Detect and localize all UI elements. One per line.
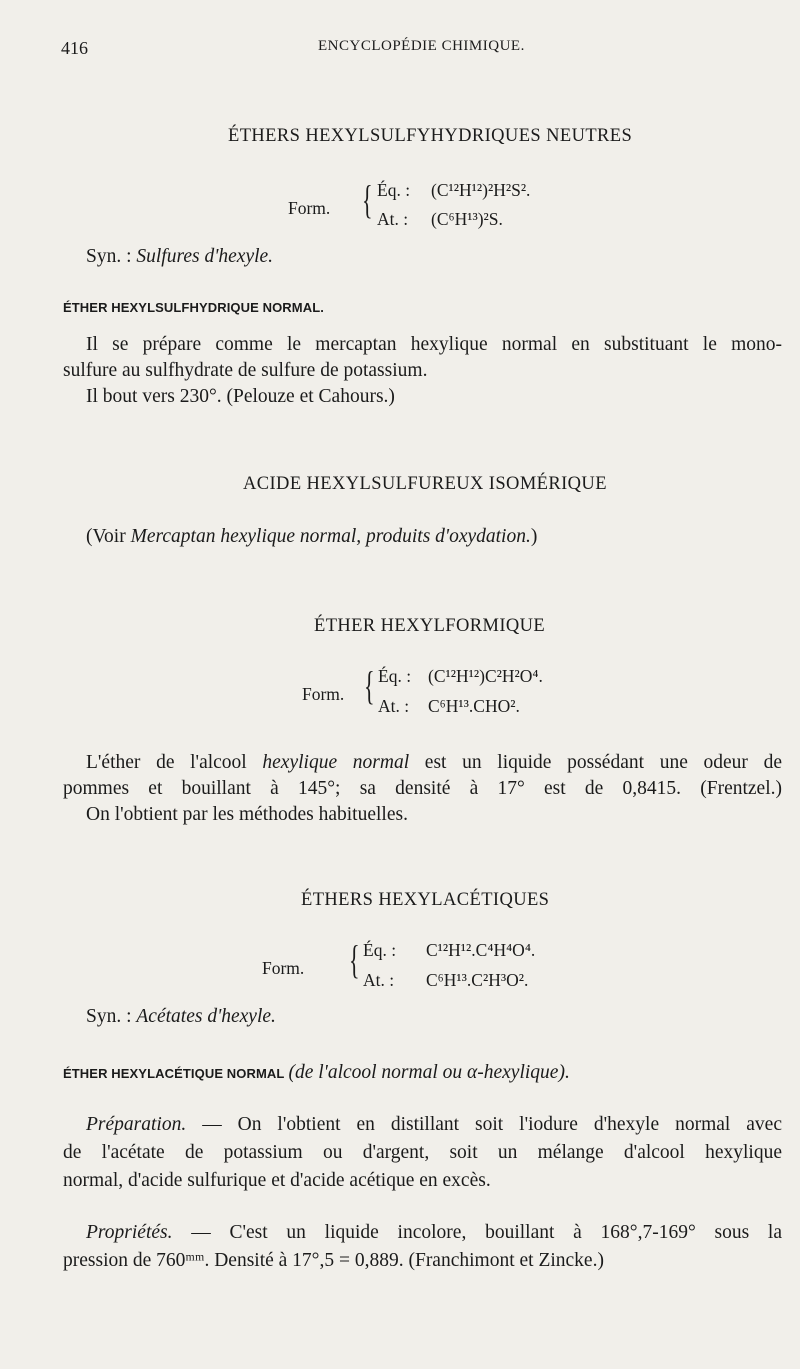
at-label: At. : — [377, 209, 409, 229]
at-formula: C⁶H¹³.C²H³O². — [426, 970, 529, 990]
page-number: 416 — [61, 38, 88, 58]
at-formula: (C⁶H¹³)²S. — [431, 209, 503, 229]
at-formula: C⁶H¹³.CHO². — [428, 696, 520, 716]
subheading-normal-sulfhydric: ÉTHER HEXYLSULFHYDRIQUE NORMAL. — [63, 300, 324, 315]
section-title-acetic: ÉTHERS HEXYLACÉTIQUES — [301, 890, 550, 910]
synonym-value: Sulfures d'hexyle. — [136, 246, 274, 267]
section-title-acid: ACIDE HEXYLSULFUREUX ISOMÉRIQUE — [243, 474, 607, 494]
synonym — [86, 246, 273, 268]
form-label: Form. — [262, 958, 305, 978]
form-label: Form. — [302, 684, 345, 704]
paragraph-line: Il bout vers 230°. (Pelouze et Cahours.) — [86, 386, 395, 407]
section-title-formic: ÉTHER HEXYLFORMIQUE — [314, 616, 546, 636]
eq-formula: (C¹²H¹²)²H²S². — [431, 180, 531, 200]
at-label: At. : — [363, 970, 395, 990]
running-title: ENCYCLOPÉDIE CHIMIQUE. — [318, 38, 525, 54]
eq-label: Éq. : — [378, 666, 412, 686]
paragraph-line: On l'obtient par les méthodes habituelles. — [86, 804, 408, 825]
preparation-label: Préparation. — [86, 1114, 187, 1135]
cross-reference-link: Mercaptan hexylique normal, produits d'oxydation. — [130, 526, 531, 547]
properties-label: Propriétés. — [86, 1222, 173, 1243]
paragraph-line: normal, d'acide sulfurique et d'acide acétique en excès. — [63, 1170, 491, 1191]
brace-icon: { — [364, 663, 375, 708]
synonym — [86, 1006, 276, 1028]
form-label: Form. — [288, 198, 331, 218]
paragraph-line: Préparation. — On l'obtient en distillant soit l'iodure d'hexyle normal avec — [86, 1114, 782, 1135]
eq-formula: (C¹²H¹²)C²H²O⁴. — [428, 666, 543, 686]
paragraph-line: pommes et bouillant à 145°; sa densité à 17° est de 0,8415. (Frentzel.) — [63, 778, 782, 799]
paragraph-line: Il se prépare comme le mercaptan hexylique normal en substituant le mono- — [86, 334, 782, 355]
at-label: At. : — [378, 696, 410, 716]
eq-label: Éq. : — [377, 180, 411, 200]
eq-formula: C¹²H¹².C⁴H⁴O⁴. — [426, 940, 536, 960]
paragraph-line: L'éther de l'alcool hexylique normal est un liquide possédant une odeur de — [86, 752, 783, 773]
paragraph-line: Propriétés. — C'est un liquide incolore, bouillant à 168°,7-169° sous la — [86, 1222, 782, 1243]
cross-reference: (Voir Mercaptan hexylique normal, produits d'oxydation.) — [86, 526, 538, 547]
synonym-label: Syn. : — [86, 1006, 132, 1027]
brace-icon: { — [349, 937, 360, 982]
synonym-value: Acétates d'hexyle. — [136, 1006, 276, 1027]
paragraph-line: de l'acétate de potassium ou d'argent, soit un mélange d'alcool hexylique — [63, 1142, 782, 1163]
subheading-normal-acetic: ÉTHER HEXYLACÉTIQUE NORMAL (de l'alcool normal ou α-hexylique). — [63, 1062, 570, 1083]
brace-icon: { — [362, 177, 373, 222]
eq-label: Éq. : — [363, 940, 397, 960]
synonym-label: Syn. : — [86, 246, 132, 267]
section-title-neutral: ÉTHERS HEXYLSULFYHYDRIQUES NEUTRES — [228, 126, 633, 146]
paragraph-line: sulfure au sulfhydrate de sulfure de potassium. — [63, 360, 428, 381]
paragraph-line: pression de 760ᵐᵐ. Densité à 17°,5 = 0,889. (Franchimont et Zincke.) — [63, 1250, 604, 1271]
